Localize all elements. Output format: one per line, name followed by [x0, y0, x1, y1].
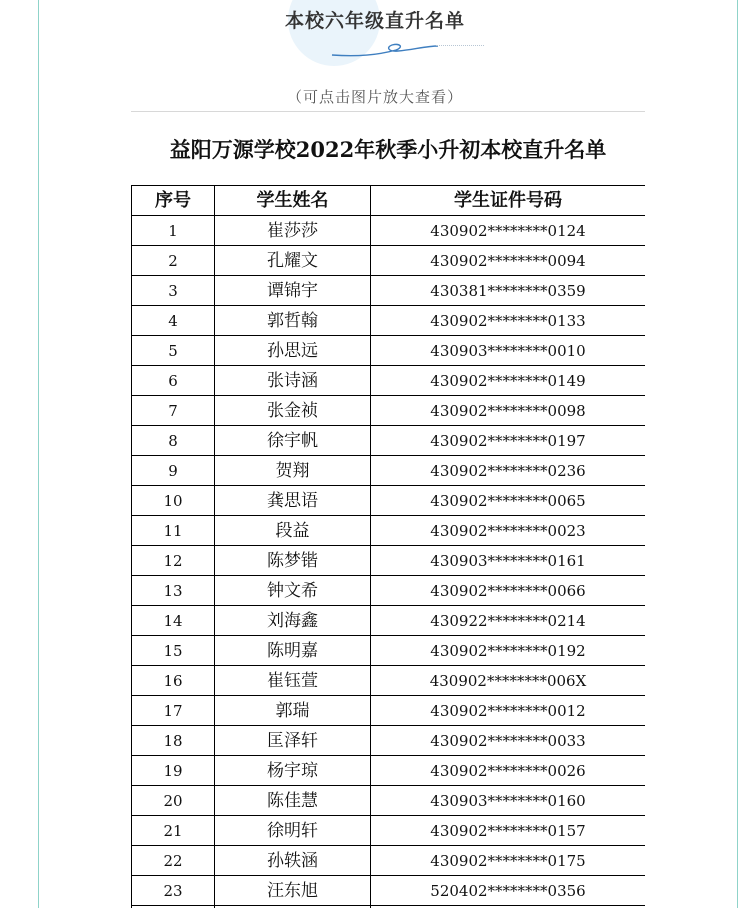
row-number-cell: 14 [132, 606, 215, 636]
row-number-cell: 11 [132, 516, 215, 546]
roster-table [131, 185, 645, 908]
table-row [132, 816, 646, 846]
swoosh-decoration-icon [330, 40, 440, 60]
student-id-cell: 430902********0175 [371, 846, 646, 876]
student-id-cell: 430902********0133 [371, 306, 646, 336]
student-id-cell: 430381********0359 [371, 276, 646, 306]
student-name-cell: 崔钰萱 [215, 666, 371, 696]
roster-title: 益阳万源学校2022年秋季小升初本校直升名单 [169, 137, 607, 162]
frame-left-border [38, 0, 39, 908]
row-number-cell: 17 [132, 696, 215, 726]
table-row [132, 366, 646, 396]
student-name-cell: 徐宇帆 [215, 426, 371, 456]
row-number-cell: 13 [132, 576, 215, 606]
frame-right-border [737, 0, 738, 908]
student-name-cell: 孔耀文 [215, 246, 371, 276]
row-number-cell: 6 [132, 366, 215, 396]
table-row [132, 216, 646, 246]
row-number-cell: 12 [132, 546, 215, 576]
student-id-cell: 430902********0012 [371, 696, 646, 726]
header-dotted-decoration [436, 45, 484, 51]
table-row [132, 516, 646, 546]
table-row [132, 486, 646, 516]
table-row [132, 336, 646, 366]
student-name-cell: 张诗涵 [215, 366, 371, 396]
table-row [132, 456, 646, 486]
row-number-cell: 20 [132, 786, 215, 816]
row-number-cell: 8 [132, 426, 215, 456]
table-row [132, 396, 646, 426]
student-name-cell: 张金祯 [215, 396, 371, 426]
student-name-cell: 郭瑞 [215, 696, 371, 726]
student-id-cell: 430902********0094 [371, 246, 646, 276]
table-row [132, 786, 646, 816]
student-id-cell: 430902********0124 [371, 216, 646, 246]
student-name-cell: 郭哲翰 [215, 306, 371, 336]
row-number-cell: 1 [132, 216, 215, 246]
sheet-top-edge [131, 111, 645, 112]
zoom-hint: （可点击图片放大查看） [286, 88, 463, 106]
student-id-cell: 430902********0236 [371, 456, 646, 486]
student-name-cell: 贺翔 [215, 456, 371, 486]
row-number-cell: 5 [132, 336, 215, 366]
table-row [132, 726, 646, 756]
student-id-cell: 430903********0160 [371, 786, 646, 816]
table-row [132, 306, 646, 336]
section-title: 本校六年级直升名单 [284, 10, 465, 32]
student-name-cell: 孙轶涵 [215, 846, 371, 876]
student-id-cell: 430902********0033 [371, 726, 646, 756]
student-id-cell: 430902********006X [371, 666, 646, 696]
student-name-cell: 段益 [215, 516, 371, 546]
student-id-cell: 430902********0149 [371, 366, 646, 396]
student-id-cell: 430902********0026 [371, 756, 646, 786]
row-number-cell: 10 [132, 486, 215, 516]
row-number-cell: 2 [132, 246, 215, 276]
row-number-cell: 9 [132, 456, 215, 486]
row-number-cell: 16 [132, 666, 215, 696]
table-row [132, 546, 646, 576]
student-name-cell: 钟文希 [215, 576, 371, 606]
student-id-cell: 430903********0010 [371, 336, 646, 366]
student-name-cell: 杨宇琼 [215, 756, 371, 786]
table-row [132, 696, 646, 726]
student-name-cell: 崔莎莎 [215, 216, 371, 246]
table-row [132, 426, 646, 456]
row-number-cell: 3 [132, 276, 215, 306]
student-id-cell: 430902********0098 [371, 396, 646, 426]
student-name-cell: 匡泽轩 [215, 726, 371, 756]
table-row [132, 636, 646, 666]
student-id-cell: 430902********0157 [371, 816, 646, 846]
column-header-id: 学生证件号码 [371, 186, 646, 216]
student-name-cell: 陈佳慧 [215, 786, 371, 816]
student-id-cell: 430902********0066 [371, 576, 646, 606]
student-name-cell: 汪东旭 [215, 876, 371, 906]
student-name-cell: 陈明嘉 [215, 636, 371, 666]
row-number-cell: 23 [132, 876, 215, 906]
table-row [132, 846, 646, 876]
table-row [132, 606, 646, 636]
row-number-cell: 4 [132, 306, 215, 336]
column-header-number: 序号 [132, 186, 215, 216]
row-number-cell: 15 [132, 636, 215, 666]
table-row [132, 246, 646, 276]
student-name-cell: 谭锦宇 [215, 276, 371, 306]
roster-image[interactable] [131, 111, 645, 908]
student-id-cell: 430902********0192 [371, 636, 646, 666]
student-name-cell: 孙思远 [215, 336, 371, 366]
table-row [132, 876, 646, 906]
row-number-cell: 19 [132, 756, 215, 786]
table-row [132, 276, 646, 306]
student-name-cell: 陈梦锴 [215, 546, 371, 576]
student-id-cell: 520402********0356 [371, 876, 646, 906]
row-number-cell: 7 [132, 396, 215, 426]
student-id-cell: 430903********0161 [371, 546, 646, 576]
student-id-cell: 430902********0065 [371, 486, 646, 516]
table-row [132, 756, 646, 786]
table-row [132, 666, 646, 696]
student-id-cell: 430902********0197 [371, 426, 646, 456]
row-number-cell: 21 [132, 816, 215, 846]
student-name-cell: 刘海鑫 [215, 606, 371, 636]
row-number-cell: 22 [132, 846, 215, 876]
student-id-cell: 430902********0023 [371, 516, 646, 546]
student-name-cell: 龚思语 [215, 486, 371, 516]
table-row [132, 576, 646, 606]
student-name-cell: 徐明轩 [215, 816, 371, 846]
student-id-cell: 430922********0214 [371, 606, 646, 636]
table-header-row [132, 186, 646, 216]
column-header-name: 学生姓名 [215, 186, 371, 216]
row-number-cell: 18 [132, 726, 215, 756]
